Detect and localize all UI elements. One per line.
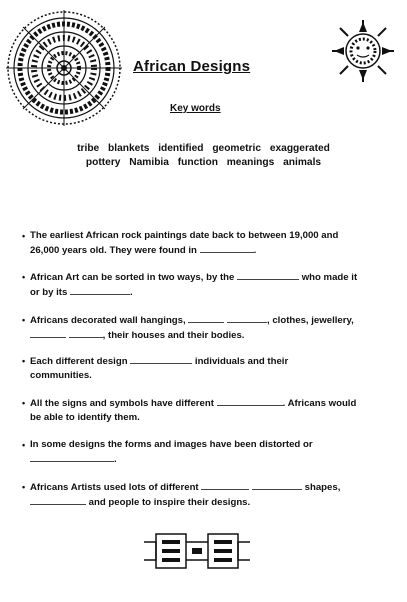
question-item: [22, 354, 380, 383]
question-text: or by its: [30, 287, 70, 298]
question-text: and people to inspire their designs.: [86, 497, 251, 508]
question-text: who made it: [299, 272, 358, 283]
bullet-icon: •: [22, 356, 26, 366]
bullet-icon: •: [22, 482, 26, 492]
question-item: [22, 480, 380, 510]
question-text: .: [114, 454, 117, 465]
question-text: , clothes, jewellery,: [267, 315, 354, 326]
question-text: Africans Artists used lots of different: [30, 482, 202, 493]
question-text: .: [253, 245, 257, 256]
bullet-icon: •: [22, 398, 26, 408]
answer-blank[interactable]: [130, 354, 192, 364]
answer-blank[interactable]: [30, 328, 66, 338]
answer-blank[interactable]: [30, 495, 86, 505]
answer-blank[interactable]: [237, 270, 299, 280]
circular-tribal-pattern-icon: [4, 8, 124, 128]
question-text: .: [129, 287, 133, 298]
question-item: [22, 270, 380, 300]
question-item: [22, 313, 380, 343]
keywords-line: pottery Namibia function meanings animals: [85, 157, 322, 168]
question-text: , their houses and their bodies.: [102, 330, 245, 341]
question-text: communities.: [30, 370, 92, 381]
page-title: African Designs: [133, 58, 251, 75]
question-item: [22, 438, 380, 467]
answer-blank[interactable]: [252, 480, 302, 490]
geometric-border-pattern-icon: [142, 528, 252, 574]
bullet-icon: •: [22, 272, 26, 282]
question-text: 26,000 years old. They were found in: [30, 245, 200, 256]
bullet-icon: •: [22, 315, 26, 325]
answer-blank[interactable]: [30, 452, 114, 462]
question-item: [22, 396, 380, 425]
answer-blank[interactable]: [200, 243, 254, 253]
question-text: shapes,: [301, 482, 341, 493]
question-text: . Africans would: [282, 398, 357, 409]
question-text: individuals and their: [192, 356, 289, 367]
question-text: be able to identify them.: [30, 412, 140, 423]
answer-blank[interactable]: [217, 396, 283, 406]
sun-pattern-icon: [330, 18, 396, 84]
bullet-icon: •: [22, 231, 26, 241]
answer-blank[interactable]: [201, 480, 249, 490]
question-text: African Art can be sorted in two ways, by the: [30, 272, 238, 283]
question-text: The earliest African rock paintings date back to between 19,000 and: [30, 230, 339, 241]
question-text: In some designs the forms and images have been distorted or: [30, 439, 313, 450]
answer-blank[interactable]: [227, 313, 267, 323]
keywords-line: tribe blankets identified geometric exaggerated: [77, 143, 330, 154]
question-item: [22, 229, 380, 258]
keywords-heading: Key words: [170, 103, 221, 114]
question-text: Each different design: [30, 356, 131, 367]
question-text: All the signs and symbols have different: [30, 398, 217, 409]
answer-blank[interactable]: [188, 313, 224, 323]
bullet-icon: •: [22, 440, 26, 450]
answer-blank[interactable]: [69, 328, 103, 338]
answer-blank[interactable]: [70, 285, 130, 295]
question-text: Africans decorated wall hangings,: [30, 315, 189, 326]
